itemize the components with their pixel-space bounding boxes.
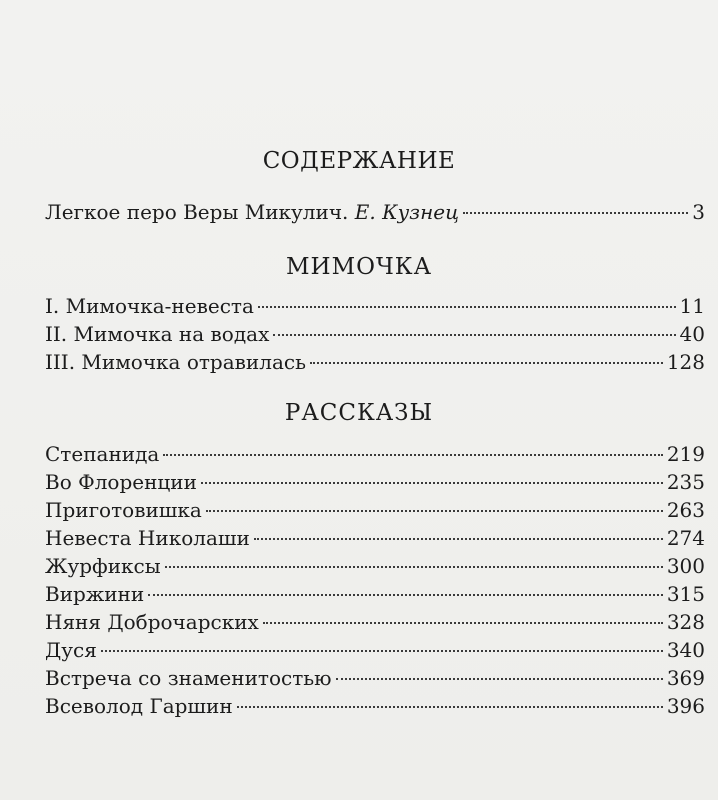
toc-leader-dots — [310, 362, 663, 364]
toc-row — [45, 638, 705, 666]
toc-row — [45, 610, 705, 638]
toc-leader-dots — [263, 622, 663, 624]
toc-entry-title: Журфиксы — [45, 554, 161, 578]
toc-leader-dots — [258, 306, 676, 308]
toc-row — [45, 498, 705, 526]
toc-row — [45, 526, 705, 554]
toc-entry-text: Легкое перо Веры Микулич. — [45, 200, 349, 224]
contents-title: СОДЕРЖАНИЕ — [262, 148, 456, 174]
toc-leader-dots — [201, 482, 663, 484]
toc-row — [45, 322, 705, 350]
toc-leader-dots — [163, 454, 662, 456]
toc-page-number: 11 — [679, 294, 705, 318]
toc-leader-dots — [463, 212, 688, 214]
toc-entry-title: Няня Доброчарских — [45, 610, 259, 634]
toc-entry-title: Встреча со знаменитостью — [45, 666, 332, 690]
toc-row — [45, 294, 705, 322]
toc-leader-dots — [206, 510, 663, 512]
toc-page-number: 328 — [666, 610, 705, 634]
toc-row — [45, 350, 705, 378]
toc-leader-dots — [336, 678, 663, 680]
toc-page-number: 369 — [666, 666, 705, 690]
toc-leader-dots — [237, 706, 663, 708]
toc-entry-title: Виржини — [45, 582, 145, 606]
toc-row — [45, 554, 705, 582]
toc-row-intro — [45, 200, 705, 228]
section-title-mimochka: МИМОЧКА — [285, 254, 432, 280]
toc-row — [45, 442, 705, 470]
toc-page-number: 340 — [666, 638, 705, 662]
toc-leader-dots — [254, 538, 663, 540]
toc-row — [45, 694, 705, 722]
toc-page-number: 274 — [666, 526, 705, 550]
toc-leader-dots — [101, 650, 663, 652]
toc-entry-title: Во Флоренции — [45, 470, 197, 494]
toc-entry-title: III. Мимочка отравилась — [45, 350, 306, 374]
toc-page-number: 219 — [666, 442, 705, 466]
toc-entry-title: Дуся — [45, 638, 97, 662]
toc-page-number: 235 — [666, 470, 705, 494]
toc-page-number: 263 — [666, 498, 705, 522]
toc-leader-dots — [273, 334, 675, 336]
toc-entry-title: Невеста Николаши — [45, 526, 250, 550]
section-title-stories: РАССКАЗЫ — [284, 400, 434, 426]
toc-entry-title: Степанида — [45, 442, 160, 466]
toc-page-number: 315 — [666, 582, 705, 606]
toc-entry-title: Приготовишка — [45, 498, 202, 522]
toc-entry-title — [45, 200, 459, 224]
toc-entry-title: II. Мимочка на водах — [45, 322, 270, 346]
toc-page-number: 396 — [666, 694, 705, 718]
toc-entry-title: Всеволод Гаршин — [45, 694, 233, 718]
toc-entry-title: I. Мимочка-невеста — [45, 294, 254, 318]
toc-row — [45, 470, 705, 498]
toc-page-number: 128 — [666, 350, 705, 374]
toc-entry-author: Е. Кузнец — [354, 200, 460, 224]
toc-page-number: 40 — [679, 322, 705, 346]
toc-leader-dots — [148, 594, 663, 596]
toc-page-number: 300 — [666, 554, 705, 578]
toc-leader-dots — [165, 566, 663, 568]
toc-row — [45, 582, 705, 610]
toc-page-number: 3 — [692, 200, 705, 224]
toc-row — [45, 666, 705, 694]
